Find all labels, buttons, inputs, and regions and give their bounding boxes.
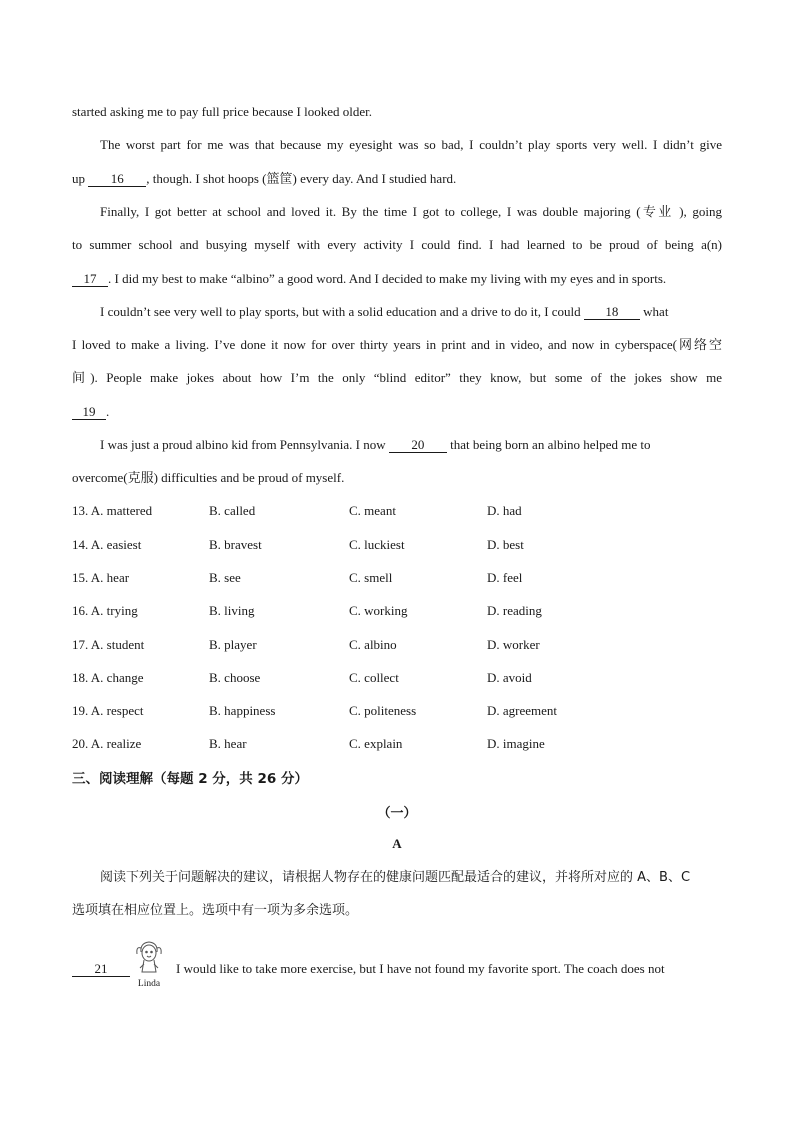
option-d: D. reading [487,603,542,618]
option-c: C. albino [349,637,397,652]
blank-20: 20 [389,438,447,453]
option-d: D. feel [487,570,523,585]
option-a: 18. A. change [72,670,144,685]
passage-text: up [72,171,89,186]
option-d: D. avoid [487,670,532,685]
question-21-text: I would like to take more exercise, but I have not found my favorite sport. The coach does not [176,961,665,976]
option-row [72,670,722,686]
option-b: B. player [209,637,257,652]
passage-line [72,171,722,187]
option-a: 19. A. respect [72,703,144,718]
option-c: C. explain [349,736,403,751]
blank-17: 17 [72,272,108,287]
option-row [72,703,722,719]
answer-line [72,961,132,977]
passage-text: . [106,404,110,419]
passage-line [72,271,722,287]
passage-line: started asking me to pay full price because I looked older. [72,104,372,119]
option-b: B. living [209,603,255,618]
option-b: B. hear [209,736,247,751]
passage-line [100,304,722,320]
option-c: C. luckiest [349,537,405,552]
option-row [72,537,722,553]
option-b: B. called [209,503,256,518]
passage-line: Finally, I got better at school and loved it. By the time I got to college, I was double majoring (专业 ), going [100,204,722,219]
option-a: 14. A. easiest [72,537,142,552]
blank-21: 21 [72,962,130,977]
option-c: C. collect [349,670,399,685]
passage-text: . I did my best to make “albino” a good word. And I decided to make my living with my eyes and in sports. [108,271,667,286]
option-a: 15. A. hear [72,570,130,585]
passage-line [100,437,722,453]
passage-line: to summer school and busying myself with every activity I could find. I had learned to be proud of being a(n) [72,237,722,252]
option-c: C. working [349,603,408,618]
girl-icon [132,938,166,976]
section-title: 三、阅读理解（每题 2 分，共 26 分） [72,771,308,787]
blank-19: 19 [72,405,106,420]
passage-text: , though. I shot hoops (篮筐) every day. And I studied hard. [146,171,457,186]
passage-text: I couldn’t see very well to play sports, but with a solid education and a drive to do it, I could [100,304,584,319]
option-a: 13. A. mattered [72,503,153,518]
option-a: 16. A. trying [72,603,138,618]
option-b: B. bravest [209,537,262,552]
option-d: D. had [487,503,522,518]
passage-line: I loved to make a living. I’ve done it now for over thirty years in print and in video, and now in cyberspace(网络空 [72,337,722,352]
option-row [72,570,722,586]
option-b: B. see [209,570,241,585]
passage-text: I was just a proud albino kid from Pennsylvania. I now [100,437,389,452]
part-heading: （一） [377,806,417,821]
option-c: C. smell [349,570,393,585]
option-a: 17. A. student [72,637,145,652]
blank-18: 18 [584,305,640,320]
sub-heading: A [392,836,402,851]
option-b: B. choose [209,670,261,685]
option-d: D. best [487,537,524,552]
passage-line: 间). People make jokes about how I’m the only “blind editor” they know, but some of the jokes show me [72,370,722,385]
option-row [72,603,722,619]
option-c: C. meant [349,503,396,518]
option-c: C. politeness [349,703,417,718]
instruction-line: 选项填在相应位置上。选项中有一项为多余选项。 [72,903,359,918]
option-a: 20. A. realize [72,736,142,751]
linda-avatar [132,938,166,989]
option-d: D. worker [487,637,540,652]
passage-text: what [639,304,669,319]
passage-line: overcome(克服) difficulties and be proud of myself. [72,470,345,485]
option-d: D. agreement [487,703,558,718]
passage-line [72,404,722,420]
option-b: B. happiness [209,703,276,718]
passage-text: that being born an albino helped me to [446,437,651,452]
avatar-name: Linda [137,979,161,989]
blank-16: 16 [88,172,146,187]
option-d: D. imagine [487,736,545,751]
instruction-line: 阅读下列关于问题解决的建议，请根据人物存在的健康问题匹配最适合的建议，并将所对应的 A、B、C [100,870,691,885]
option-row [72,503,722,519]
option-row [72,637,722,653]
option-row [72,736,722,752]
passage-line: The worst part for me was that because my eyesight was so bad, I couldn’t play sports very well. I didn’t give [100,137,722,152]
